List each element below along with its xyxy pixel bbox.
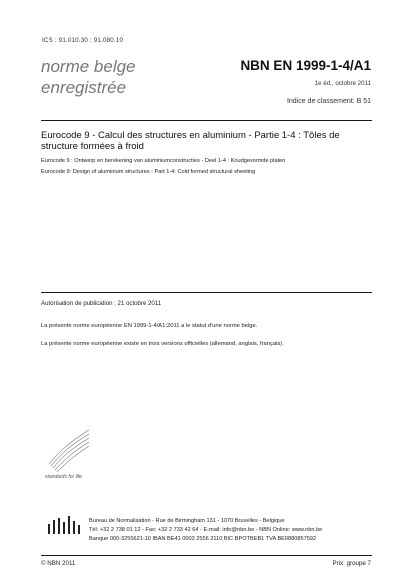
standard-number: NBN EN 1999-1-4/A1 <box>240 58 371 73</box>
footer-address: Bureau de Normalisation - Rue de Birmingham 131 - 1070 Bruxelles - Belgique <box>89 518 285 524</box>
middle-divider <box>41 292 372 293</box>
status-note: La présente norme européenne EN 1999-1-4/A1:2011 a le statut d'une norme belge. <box>41 323 258 329</box>
brand-line-1: norme belge <box>41 57 136 76</box>
price-group: Prix: groupe 7 <box>332 560 371 567</box>
subtitle-dutch: Eurocode 9 : Ontwerp en berekening van aluminiumconstructies - Deel 1-4 : Koudgevormde platen <box>41 158 286 164</box>
footer-contact: Tél: +32 2 738 01 12 - Fax: +32 2 733 42 64 - E-mail: info@nbn.be - NBN Online: www.nbn.be <box>89 527 323 533</box>
nbn-logo <box>45 424 93 480</box>
classification-index: Indice de classement: B 51 <box>286 98 371 105</box>
copyright: © NBN 2011 <box>41 560 76 567</box>
subtitle-english: Eurocode 9: Design of aluminium structures - Part 1-4: Cold formed structural sheeting <box>41 169 256 175</box>
bottom-divider <box>41 555 372 556</box>
logo-caption: standards for life <box>45 474 82 480</box>
edition-date: 1e éd., octobre 2011 <box>314 80 371 87</box>
brand-line-2: enregistrée <box>41 78 127 97</box>
footer-bank: Banque 000-3255621-10 IBAN BE41 0003 2556 2110 BIC BPOTBEB1 TVA BE0880857592 <box>89 536 317 542</box>
document-title: Eurocode 9 - Calcul des structures en aluminium - Partie 1-4 : Tôles de structure formées à froid <box>41 130 340 152</box>
versions-note: La présente norme européenne existe en trois versions officielles (allemand, anglais, français). <box>41 341 284 347</box>
publication-authorization: Autorisation de publication : 21 octobre 2011 <box>41 300 162 307</box>
nbn-wordmark-icon <box>46 512 82 536</box>
ics-codes: ICS : 91.010.30 ; 91.080.10 <box>42 37 124 44</box>
top-divider <box>41 120 372 121</box>
